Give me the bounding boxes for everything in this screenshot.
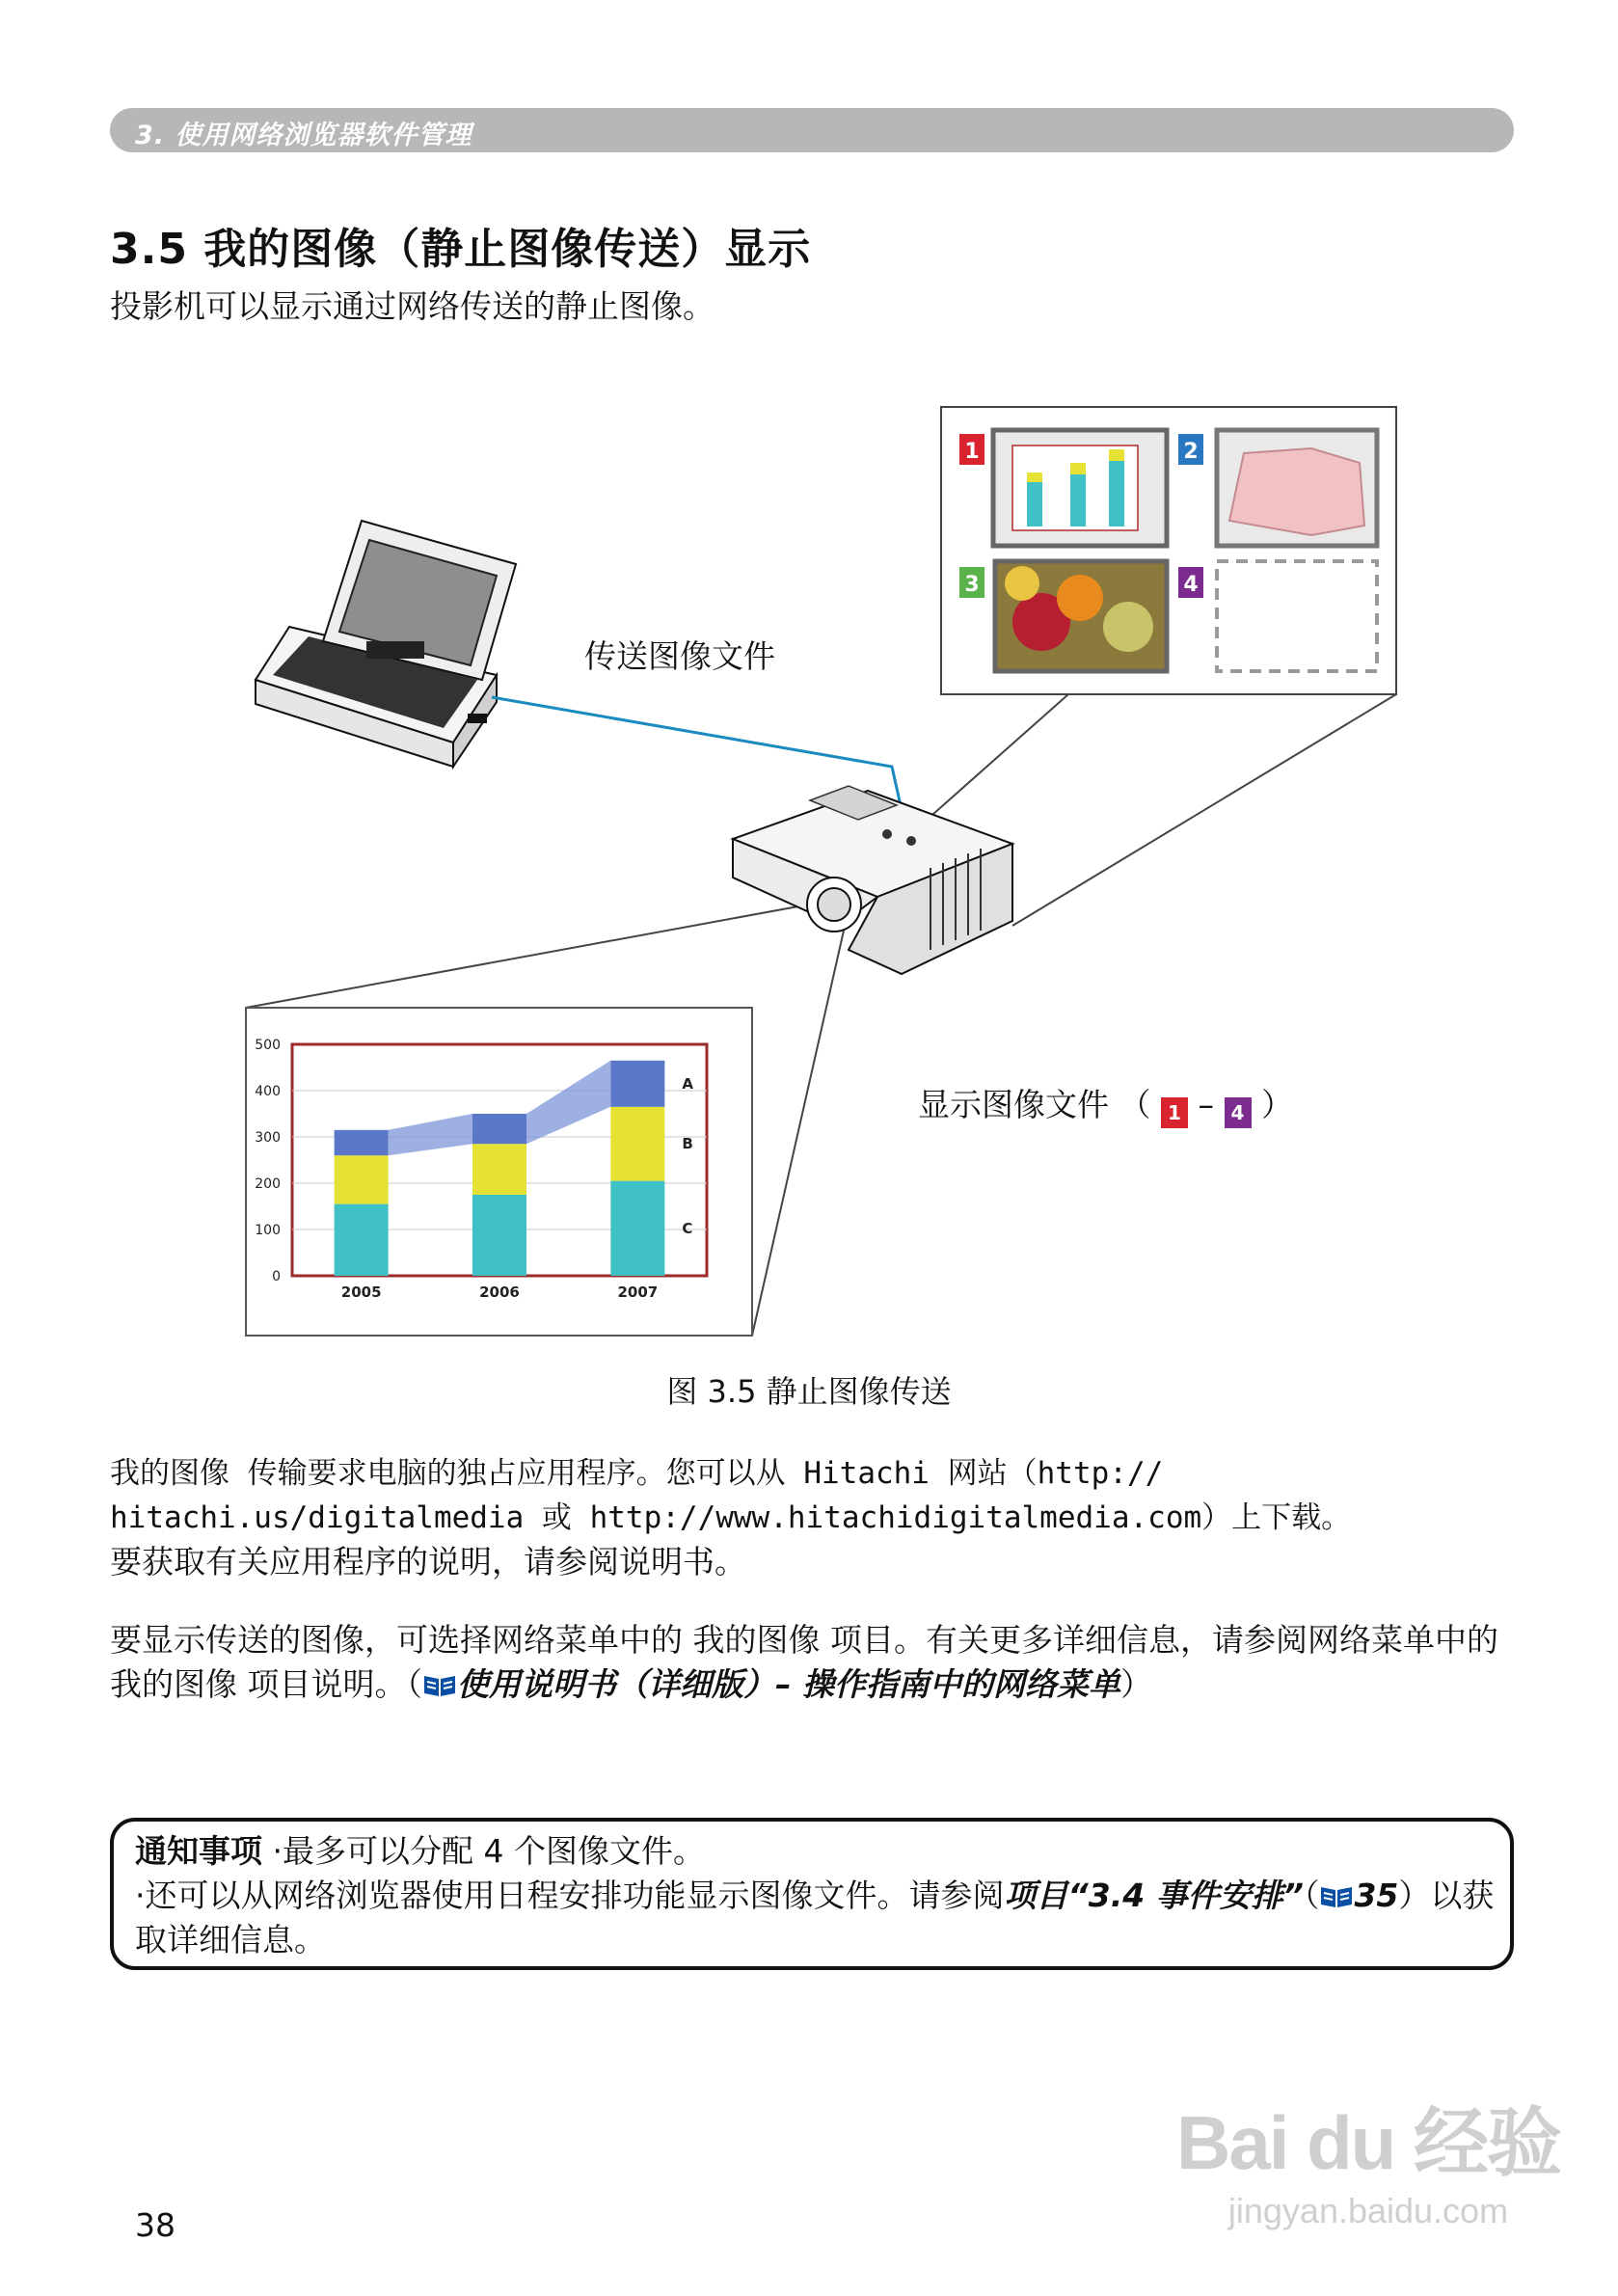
chart-x-tick-label: 2007 xyxy=(617,1283,659,1301)
chart-bar-segment xyxy=(335,1130,389,1155)
badge-4-icon: 4 xyxy=(1225,1097,1252,1128)
para1-line2: hitachi.us/digitalmedia 或 http://www.hitachidigitalmedia.com）上下载。 xyxy=(110,1500,1352,1535)
paragraph-download xyxy=(110,1451,1518,1584)
chart-bar-segment xyxy=(610,1107,664,1181)
slot-badge-3 xyxy=(959,567,984,598)
chart-y-tick-label: 0 xyxy=(272,1269,281,1284)
chart-bar-segment xyxy=(335,1155,389,1203)
chart-bar-segment xyxy=(472,1195,526,1276)
chart-x-tick-label: 2005 xyxy=(340,1283,382,1301)
notice-item2-ref[interactable]: 项目“3.4 事件安排” xyxy=(1004,1877,1304,1914)
chart-x-tick-label: 2006 xyxy=(479,1283,520,1301)
display-files-label xyxy=(918,1080,1293,1128)
chart-bar-segment xyxy=(335,1204,389,1276)
chart-bar-segment xyxy=(610,1061,664,1107)
notice-item2-prefix: ·还可以从网络浏览器使用日程安排功能显示图像文件。请参阅 xyxy=(135,1877,1005,1914)
send-files-label: 传送图像文件 xyxy=(584,637,775,675)
page-number: 38 xyxy=(135,2206,175,2244)
slot-number-1: 1 xyxy=(964,440,980,464)
slot-number-2: 2 xyxy=(1183,440,1199,464)
para1-line3: 要获取有关应用程序的说明，请参阅说明书。 xyxy=(110,1543,746,1580)
chart-bar-segment xyxy=(472,1144,526,1195)
chart-y-tick-label: 500 xyxy=(255,1038,281,1053)
notice-text: 通知事项 ·最多可以分配 4 个图像文件。 ·还可以从网络浏览器使用日程安排功能显示图像文件。请参阅项目“3.4 事件安排”（ 35）以获取详细信息。 xyxy=(135,1832,1495,1958)
chart-y-tick-label: 400 xyxy=(255,1084,281,1099)
book-icon xyxy=(422,1673,457,1698)
section-title: 3.5 我的图像（静止图像传送）显示 xyxy=(110,225,812,274)
watermark xyxy=(1176,2083,1560,2231)
badge-1-icon: 1 xyxy=(1161,1097,1188,1128)
chart-bar-segment xyxy=(610,1181,664,1276)
chart-y-tick-label: 100 xyxy=(255,1223,281,1238)
chart-bar-segment xyxy=(472,1114,526,1144)
slot-badge-1 xyxy=(959,434,984,465)
para2-close: ） xyxy=(1120,1665,1152,1703)
display-label-prefix: 显示图像文件 （ xyxy=(918,1086,1151,1123)
figure-caption: 图 3.5 静止图像传送 xyxy=(666,1373,952,1410)
para2-ref[interactable]: 使用说明书（详细版）– 操作指南中的网络菜单 xyxy=(457,1665,1120,1703)
notice-box xyxy=(110,1818,1514,1970)
watermark-brand: Bai du 经验 xyxy=(1175,2100,1560,2185)
display-label-sep: – xyxy=(1198,1086,1214,1123)
watermark-url: jingyan.baidu.com xyxy=(1227,2191,1509,2230)
notice-item2-suffix: ）以获取详细信息。 xyxy=(135,1877,1495,1958)
display-label-suffix: ） xyxy=(1261,1086,1293,1123)
slot-badge-4 xyxy=(1178,567,1203,598)
laptop-illustration xyxy=(256,521,516,767)
chart-series-label: A xyxy=(682,1074,693,1093)
chart-y-tick-label: 200 xyxy=(255,1176,281,1192)
para1-line1: 我的图像 传输要求电脑的独占应用程序。您可以从 Hitachi 网站（http:// xyxy=(110,1456,1164,1491)
slot-number-3: 3 xyxy=(964,573,980,597)
slot-number-4: 4 xyxy=(1183,573,1199,597)
book-icon xyxy=(1319,1884,1354,1909)
notice-keyword: 通知事项 xyxy=(135,1832,262,1870)
section-intro: 投影机可以显示通过网络传送的静止图像。 xyxy=(110,287,715,325)
chart-series-label: C xyxy=(682,1219,693,1237)
para2-text: 要显示传送的图像，可选择网络菜单中的 我的图像 项目。有关更多详细信息，请参阅网络菜单中的 我的图像 项目说明。（ xyxy=(110,1621,1498,1703)
chart-series-label: B xyxy=(682,1135,693,1153)
chart-y-tick-label: 300 xyxy=(255,1130,281,1146)
projector-illustration xyxy=(733,786,1012,974)
slot-badge-2 xyxy=(1178,434,1203,465)
notice-item1: ·最多可以分配 4 个图像文件。 xyxy=(272,1832,705,1870)
header-title: 3. 使用网络浏览器软件管理 xyxy=(135,121,472,150)
notice-page-ref[interactable]: 35 xyxy=(1354,1877,1399,1914)
paragraph-display xyxy=(110,1618,1518,1707)
